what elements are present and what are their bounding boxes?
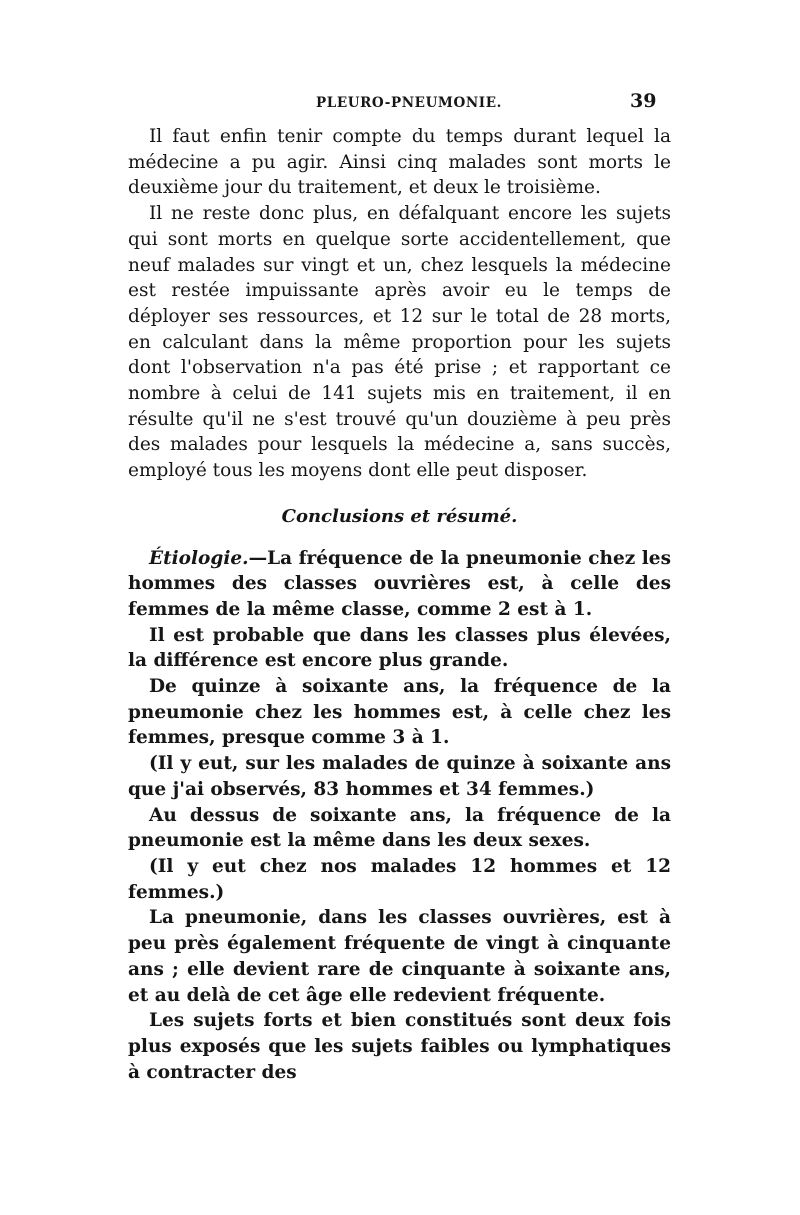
paragraph-etiologie xyxy=(128,546,671,623)
paragraph-10: Les sujets forts et bien constitués sont deux fois plus exposés que les sujets faibles ou lymphatiques à contracter des xyxy=(128,1010,671,1083)
page-number: 39 xyxy=(630,90,657,112)
paragraph-9: La pneumonie, dans les classes ouvrières, est à peu près également fréquente de vingt à cinquante ans ; elle devient rare de cinquante à soixante ans, et au delà de cet âge elle redevient fréquente. xyxy=(128,907,671,1006)
paragraph-1: Il faut enfin tenir compte du temps durant lequel la médecine a pu agir. Ainsi cinq malades sont morts le deuxième jour du traitement, et deux le troisième. xyxy=(128,126,671,199)
paragraph-7: Au dessus de soixante ans, la fréquence de la pneumonie est la même dans les deux sexes. xyxy=(128,804,671,852)
paragraph-5: De quinze à soixante ans, la fréquence de la pneumonie chez les hommes est, à celle chez les femmes, presque comme 3 à 1. xyxy=(128,676,671,749)
paragraph-lead-term: Étiologie. xyxy=(149,547,249,569)
paragraph-8: (Il y eut chez nos malades 12 hommes et 12 femmes.) xyxy=(128,855,671,903)
section-heading: Conclusions et résumé. xyxy=(281,505,518,527)
paragraph-6: (Il y eut, sur les malades de quinze à soixante ans que j'ai observés, 83 hommes et 34 femmes.) xyxy=(128,753,671,800)
paragraph-2: Il ne reste donc plus, en défalquant encore les sujets qui sont morts en quelque sorte accidentellement, que neuf malades sur vingt et un, chez lesquels la médecine est restée impuissante après avoir eu le temps de déployer ses ressources, et 12 sur le total de 28 morts, en calculant dans la même proportion pour les sujets dont l'observation n'a pas été prise ; et rapportant ce nombre à celui de 141 sujets mis en traitement, il en résulte qu'il ne s'est trouvé qu'un douzième à peu près des malades pour lesquels la médecine a, sans succès, employé tous les moyens dont elle peut disposer. xyxy=(128,203,671,482)
paragraph-4: Il est probable que dans les classes plus élevées, la différence est encore plus grande. xyxy=(128,624,671,672)
running-header: PLEURO-PNEUMONIE. xyxy=(316,95,502,111)
paragraph-etiologie-text: —La fréquence de la pneumonie chez les hommes des classes ouvrières est, à celle des femmes de la même classe, comme 2 est à 1. xyxy=(128,547,671,620)
page-body xyxy=(128,124,671,1085)
